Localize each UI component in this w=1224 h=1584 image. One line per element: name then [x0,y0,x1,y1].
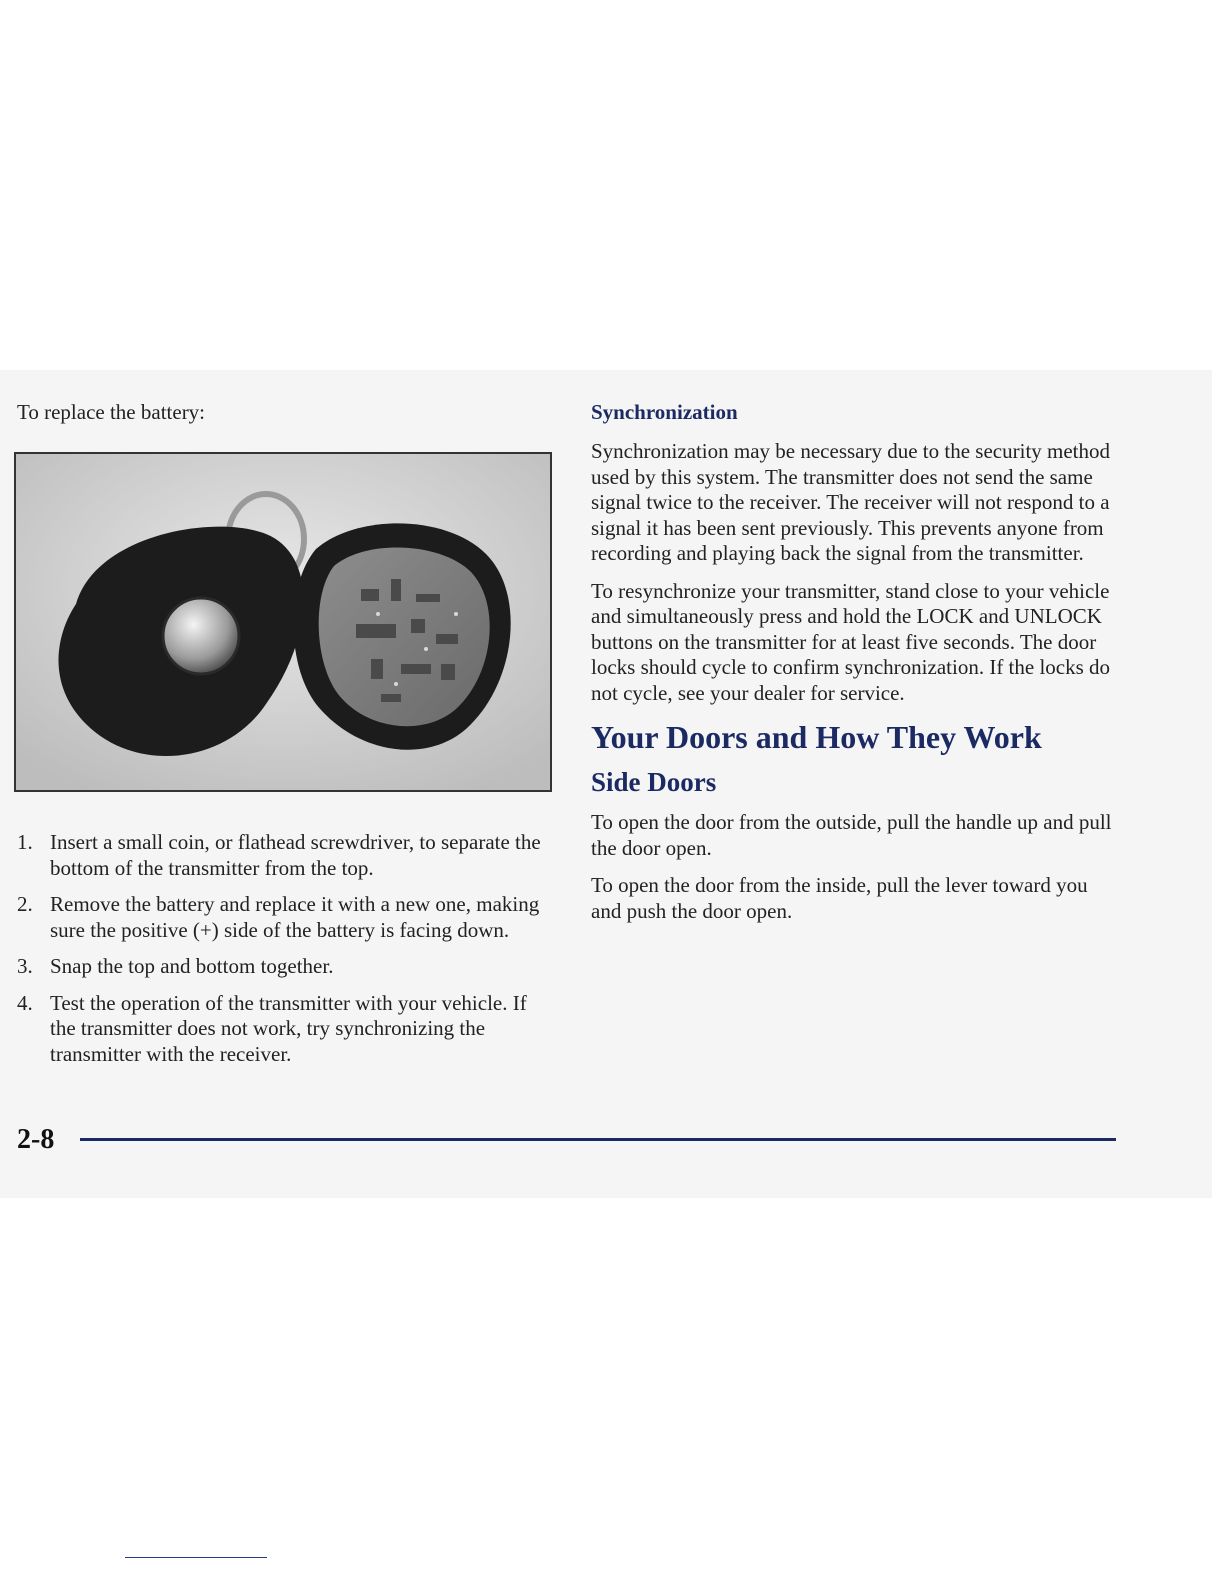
doors-paragraph-2: To open the door from the inside, pull the lever toward you and push the door open. [591,873,1088,923]
synchronization-paragraph-2: To resynchronize your transmitter, stand close to your vehicle and simultaneously press and hold the LOCK and UNLOCK buttons on the transmitter for at least five seconds. The door locks should cycle to confirm synchronization. If the locks do not cycle, see your dealer for service. [591,578,1111,705]
bottom-divider [125,1557,267,1558]
footer-rule [80,1138,1116,1141]
list-item [17,830,547,881]
list-item [17,954,547,980]
list-item [17,991,547,1068]
step-text: Insert a small coin, or flathead screwdriver, to separate the bottom of the transmitter from the top. [50,830,541,880]
transmitter-illustration [16,454,550,790]
side-doors-heading: Side Doors [591,767,717,797]
intro-text: To replace the battery: [17,400,206,424]
page-number: 2-8 [17,1124,55,1155]
battery-icon [163,598,239,674]
circuit-board [319,547,490,726]
step-number: 4. [17,990,33,1015]
step-text: Remove the battery and replace it with a new one, making sure the positive (+) side of the battery is facing down. [50,892,540,942]
list-item [17,892,547,943]
battery-steps-list [17,830,547,1078]
transmitter-photo [14,452,552,792]
section-heading: Your Doors and How They Work [591,719,1042,755]
step-text: Test the operation of the transmitter with your vehicle. If the transmitter does not work, try synchronizing the transmitter with the receiver. [50,990,527,1066]
right-column [591,400,1121,936]
step-number: 1. [17,830,33,854]
doors-paragraph-1: To open the door from the outside, pull the handle up and pull the door open. [591,810,1112,860]
synchronization-heading: Synchronization [591,400,738,424]
synchronization-paragraph-1: Synchronization may be necessary due to the security method used by this system. The transmitter does not send the same signal twice to the receiver. The receiver will not respond to a signal it has been sent previously. This prevents anyone from recording and playing back the signal from the transmitter. [591,439,1111,565]
step-text: Snap the top and bottom together. [50,954,334,978]
left-column [17,400,557,426]
step-number: 3. [17,954,33,978]
step-number: 2. [17,892,33,916]
